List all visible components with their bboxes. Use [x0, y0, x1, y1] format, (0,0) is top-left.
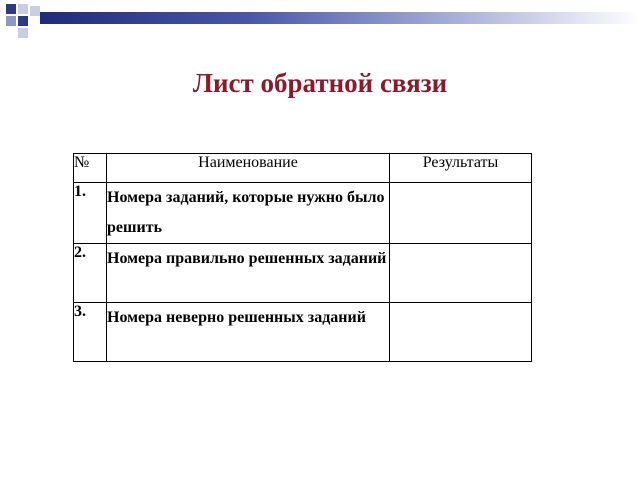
- row-result-cell[interactable]: [390, 303, 532, 362]
- row-result-cell[interactable]: [390, 244, 532, 303]
- row-number: 3.: [74, 303, 107, 362]
- decor-square: [18, 28, 28, 38]
- table-row: [74, 303, 532, 362]
- header-number: №: [74, 154, 107, 183]
- row-result-cell[interactable]: [390, 183, 532, 244]
- table-header-row: [74, 154, 532, 183]
- feedback-table: [73, 153, 532, 362]
- header-results: Результаты: [390, 154, 532, 183]
- decor-square: [6, 4, 16, 14]
- header-gradient-bar: [40, 12, 640, 24]
- row-name: Номера правильно решенных заданий: [107, 244, 390, 303]
- decor-square: [6, 16, 16, 26]
- row-number: 2.: [74, 244, 107, 303]
- page-title: Лист обратной связи: [192, 68, 448, 98]
- row-name: Номера заданий, которые нужно было решить: [107, 183, 390, 244]
- decor-square: [18, 4, 28, 14]
- row-name: Номера неверно решенных заданий: [107, 303, 390, 362]
- decor-square: [30, 6, 40, 16]
- row-number: 1.: [74, 183, 107, 244]
- table-row: [74, 244, 532, 303]
- table-row: [74, 183, 532, 244]
- decor-square: [18, 16, 28, 26]
- header-name: Наименование: [107, 154, 390, 183]
